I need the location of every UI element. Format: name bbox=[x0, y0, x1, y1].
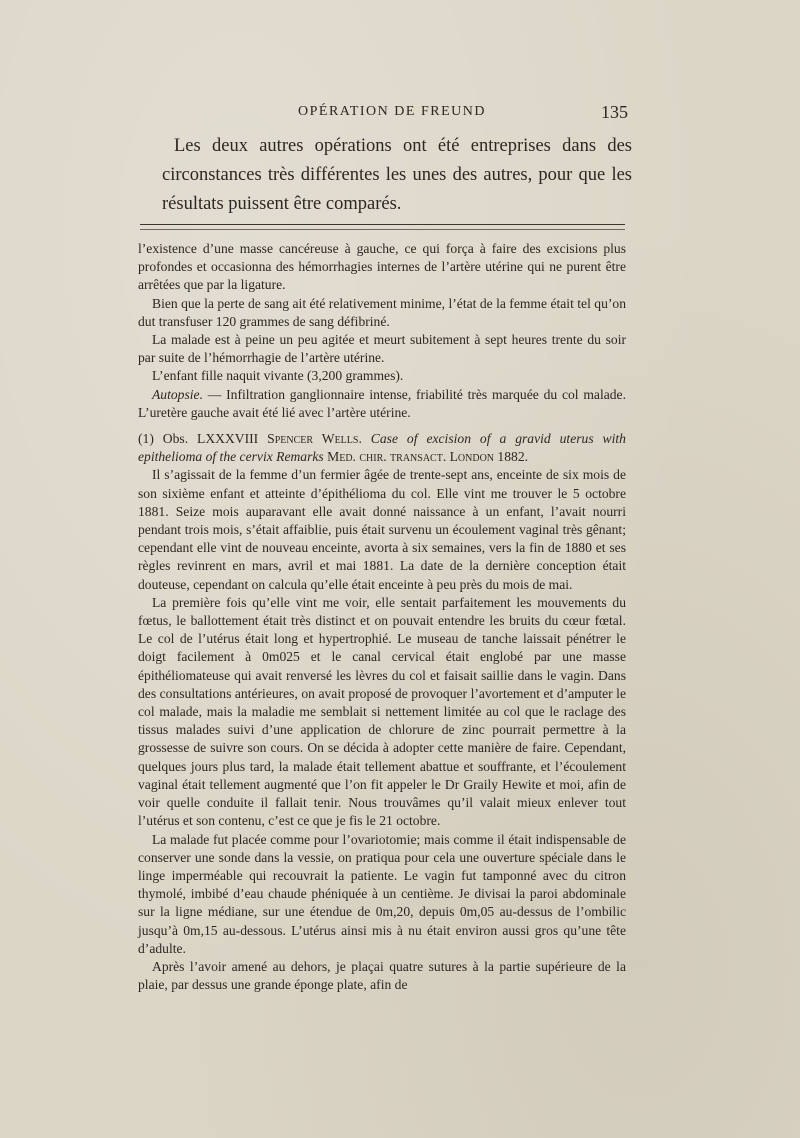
autopsy-label: Autopsie. bbox=[152, 386, 203, 402]
reference-title: Case of excision of a gravid uterus with epithelioma of the cervix Remarks bbox=[138, 431, 626, 465]
footnote-paragraph: l’existence d’une masse cancéreuse à gauche, ce qui força à faire des excisions plus profondes et occasionna des hémorrhagies internes de l’artère utérine qui ne purent être arrêtées que par la ligature. bbox=[138, 241, 626, 293]
running-header bbox=[150, 104, 630, 126]
page-number: 135 bbox=[601, 102, 628, 122]
observation-paragraph: Après l’avoir amené au dehors, je plaçai quatre sutures à la partie supérieure de la plaie, par dessus une grande éponge plate, afin de bbox=[138, 958, 626, 993]
footnote-block bbox=[138, 240, 626, 994]
footnote-paragraph: Bien que la perte de sang ait été relativement minime, l’état de la femme était tel qu’on dut transfuser 120 grammes de sang défibriné. bbox=[138, 295, 626, 329]
lead-paragraph bbox=[162, 132, 632, 219]
autopsy-text: — Infiltration ganglionnaire intense, friabilité très marquée du col malade. L’uretère gauche avait été lié avec l’artère utérine. bbox=[138, 386, 626, 420]
divider-rule-thin bbox=[140, 229, 625, 230]
reference-author: Spencer Wells. bbox=[267, 431, 362, 447]
reference-journal: Med. chir. transact. London 1882. bbox=[323, 449, 529, 465]
lead-text: Les deux autres opérations ont été entreprises dans des circonstances très différentes les unes des autres, pour que les résultats puissent être comparés. bbox=[162, 136, 632, 214]
observation-reference bbox=[138, 430, 626, 466]
observation-paragraph: La première fois qu’elle vint me voir, elle sentait parfaitement les mouvements du fœtus, le ballottement était très distinct et on pouvait entendre les bruits du cœur fœtal. Le col de l’utérus était long et hypertrophié. Le museau de tanche laissait pénétrer le doigt facilement à 0m025 et le canal cervical était englobé par une masse épithéliomateuse qui avait renversé les lèvres du col et faisait saillie dans le vagin. Dans des consultations antérieures, on avait proposé de provoquer l’avortement et d’amputer le col malade, mais la maladie me semblait si nettement limitée au col que le raclage des tissus malades suivi d’une application de chlorure de zinc pourrait permettre à la grossesse de suivre son cours. On se décida à adopter cette manière de faire. Cependant, quelques jours plus tard, la malade était tellement abattue et souffrante, et l’écoulement vaginal était tellement augmenté que l’on fit appeler le Dr Graily Hewite et moi, afin de voir quelle conduite il fallait tenir. Nous trouvâmes qu’il valait mieux enlever tout l’utérus et son contenu, c’est ce que je fis le 21 octobre. bbox=[138, 594, 626, 829]
observation-paragraph: Il s’agissait de la femme d’un fermier âgée de trente-sept ans, enceinte de six mois de son sixième enfant et atteinte d’épithélioma du col. Elle vint me trouver le 5 octobre 1881. Seize mois auparavant elle avait donné naissance à un enfant, l’avait nourri pendant trois mois, s’était affaiblie, puis était survenu un écoulement vaginal très gênant; cependant elle vint de nouveau enceinte, avorta à six semaines, vers la fin de 1880 et ses règles revinrent en mars, avril et mai 1881. La date de la dernière conception était douteuse, cependant on calcula qu’elle était enceinte à peu près du mois de mai. bbox=[138, 467, 626, 592]
divider-rule bbox=[140, 224, 625, 225]
reference-prefix: (1) Obs. LXXXVIII bbox=[138, 431, 268, 447]
running-title: OPÉRATION DE FREUND bbox=[298, 104, 486, 119]
autopsy-paragraph bbox=[138, 386, 626, 422]
footnote-paragraph: L’enfant fille naquit vivante (3,200 grammes). bbox=[152, 368, 404, 384]
footnote-paragraph: La malade est à peine un peu agitée et meurt subitement à sept heures trente du soir par suite de l’hémorrhagie de l’artère utérine. bbox=[138, 332, 626, 366]
observation-paragraph: La malade fut placée comme pour l’ovariotomie; mais comme il était indispensable de conserver une sonde dans la vessie, on pratiqua pour cela une ouverture spéciale dans le linge imperméable qui recouvrait la patiente. Le vagin fut tamponné avec du citron thymolé, imbibé d’eau chaude phéniquée à un centième. Je divisai la paroi abdominale sur la ligne médiane, sur une étendue de 0m,20, depuis 0m,05 au-dessus de l’ombilic jusqu’à 0m,15 au-dessous. L’utérus ainsi mis à nu était environ aussi gros qu’une tête d’adulte. bbox=[138, 831, 626, 956]
